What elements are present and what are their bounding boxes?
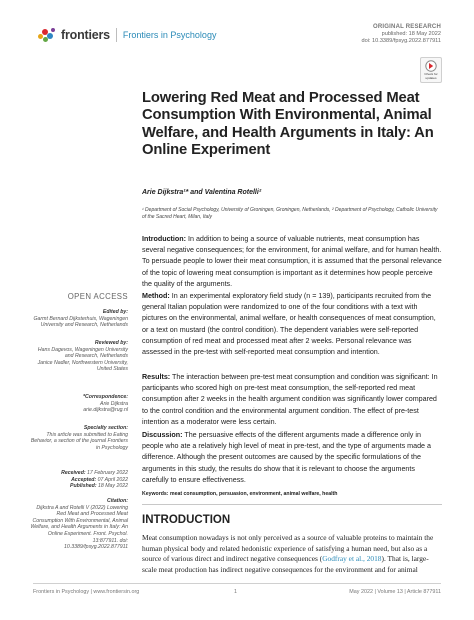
citation-label: Citation: xyxy=(106,498,128,504)
frontiers-logo-icon xyxy=(38,27,58,43)
abstract-discussion-label: Discussion: xyxy=(142,431,183,439)
footer-divider xyxy=(33,583,441,584)
keywords-divider xyxy=(142,504,442,505)
abstract-results-label: Results: xyxy=(142,373,171,381)
journal-name[interactable]: Frontiers in Psychology xyxy=(122,30,217,40)
footer-page-number: 1 xyxy=(234,589,237,595)
accepted-date: 07 April 2022 xyxy=(97,476,128,483)
received-label: Received: xyxy=(61,470,86,476)
citation xyxy=(28,498,128,551)
reviewer-1[interactable]: Hans Dagevos, Wageningen University and Research, Netherlands xyxy=(37,346,128,360)
specialty-text: This article was submitted to Eating Behavior, a section of the journal Frontiers in Psychology xyxy=(30,431,128,451)
correspondence xyxy=(28,394,128,414)
reviewed-by xyxy=(28,340,128,373)
footer-issue: May 2022 | Volume 13 | Article 877911 xyxy=(349,589,441,595)
published-date-side: 18 May 2022 xyxy=(98,483,128,490)
reviewer-2[interactable]: Janice Nadler, Northwestern University, United States xyxy=(37,359,128,373)
frontiers-logo[interactable] xyxy=(38,27,216,43)
citation-link[interactable]: Godfray et al., 2018 xyxy=(322,554,382,564)
specialty-section xyxy=(28,425,128,451)
abstract-discussion-text: The persuasive effects of the different arguments made a difference only in people who ate a relatively high level of meat in pre-test, and the type of arguments made a difference. Although the present outcomes are caused by the specific formulations of the arguments in this study, the results do show that it is relevant to choose the arguments carefully to ensure effectiveness. xyxy=(142,431,431,484)
author-affiliations: ¹ Department of Social Psychology, University of Groningen, Groningen, Netherlands, ² Department of Psychology, Catholic University of the Sacred Heart, Milan, Italy xyxy=(142,207,438,220)
specialty-label: Specialty section: xyxy=(83,425,128,431)
open-access-label: OPEN ACCESS xyxy=(67,292,128,301)
citation-text: Dijkstra A and Rotelli V (2022) Lowering Red Meat and Processed Meat Consumption With Environmental, Animal Welfare, and Health Arguments in Italy: An Online Experiment. Front. Psychol. 13:877911. doi: 10.3389/fpsyg.2022.877911 xyxy=(30,504,128,551)
abstract-results-text: The interaction between pre-test meat consumption and condition was significant: In participants who scored high on pre-test meat consumption, the self-reported red meat consumption after 2 weeks in the health argument condition was significantly lower compared to the control condition and the environmental argument condition. The effect of pre-test intention as a moderator were less certain. xyxy=(142,373,438,426)
footer-journal-site[interactable]: Frontiers in Psychology | www.frontiersin.org xyxy=(33,589,140,595)
brand-name: frontiers xyxy=(61,28,110,42)
article-authors: Arie Dijkstra¹* and Valentina Rotelli² xyxy=(142,189,262,196)
article-title: Lowering Red Meat and Processed Meat Consumption With Environmental, Animal Welfare, and Health Arguments in Italy: An Online Experiment xyxy=(142,90,434,159)
updates-label: Check for updates xyxy=(424,72,438,80)
correspondence-name: Arie Dijkstra xyxy=(100,400,128,407)
keywords: Keywords: meat consumption, persuasion, environment, animal welfare, health xyxy=(142,491,338,497)
published-label: Published: xyxy=(70,483,97,490)
dates xyxy=(28,470,128,490)
abstract-results xyxy=(142,372,442,428)
abstract-introduction-label: Introduction: xyxy=(142,235,187,243)
editor-name[interactable]: Garmt Bernard Dijksterhuis, Wageningen University and Research, Netherlands xyxy=(33,315,128,329)
introduction-heading: INTRODUCTION xyxy=(142,514,231,526)
header-divider xyxy=(116,28,117,42)
abstract-introduction xyxy=(142,234,442,290)
introduction-text: Meat consumption nowadays is not only perceived as a source of valuable proteins to maintain the human physical body and related hedonistic experience of satisfying a human need, but also as a source of various direct and indirect negative consequences (Godfray et al., 2018). That is, large-scale meat production has indirect negative consequences for the environment and for animal xyxy=(142,533,434,575)
correspondence-email[interactable]: arie.dijkstra@rug.nl xyxy=(83,407,128,414)
accepted-label: Accepted: xyxy=(71,476,97,483)
edited-by-label: Edited by: xyxy=(102,309,128,315)
article-meta xyxy=(361,24,441,46)
published-date: published: 18 May 2022 xyxy=(381,31,441,38)
abstract-method-text: In an experimental exploratory field study (n = 139), participants recruited from the general Italian population were randomized to one of the four conditions with a text with pictures on the environmental, animal welfare, or health consequences of meat consumption, or a text on mustard (the control condition). The dependent variables were self-reported consumption of red meat and processed meat after 2 weeks. Personal relevance was assessed in the pre-test with self-reported meat consumption and intention. xyxy=(142,292,436,357)
article-type: ORIGINAL RESEARCH xyxy=(373,24,441,30)
abstract-method xyxy=(142,291,442,358)
abstract-discussion xyxy=(142,430,442,486)
edited-by xyxy=(28,309,128,329)
correspondence-label: *Correspondence: xyxy=(83,394,128,400)
check-for-updates-button[interactable] xyxy=(420,57,442,83)
reviewed-by-label: Reviewed by: xyxy=(94,340,128,346)
received-date: 17 February 2022 xyxy=(87,470,128,476)
article-doi[interactable]: doi: 10.3389/fpsyg.2022.877911 xyxy=(361,38,441,45)
updates-icon xyxy=(425,60,437,72)
abstract-introduction-text: In addition to being a source of valuable nutrients, meat consumption has several negative consequences; for the environment, for animal welfare, and for human health. To persuade people to lower their meat consumption, it is assumed that the personal relevance of the topic of lowering meat consumption is important as it determines how people perceive the quality of the arguments. xyxy=(142,235,442,288)
abstract-method-label: Method: xyxy=(142,292,170,300)
